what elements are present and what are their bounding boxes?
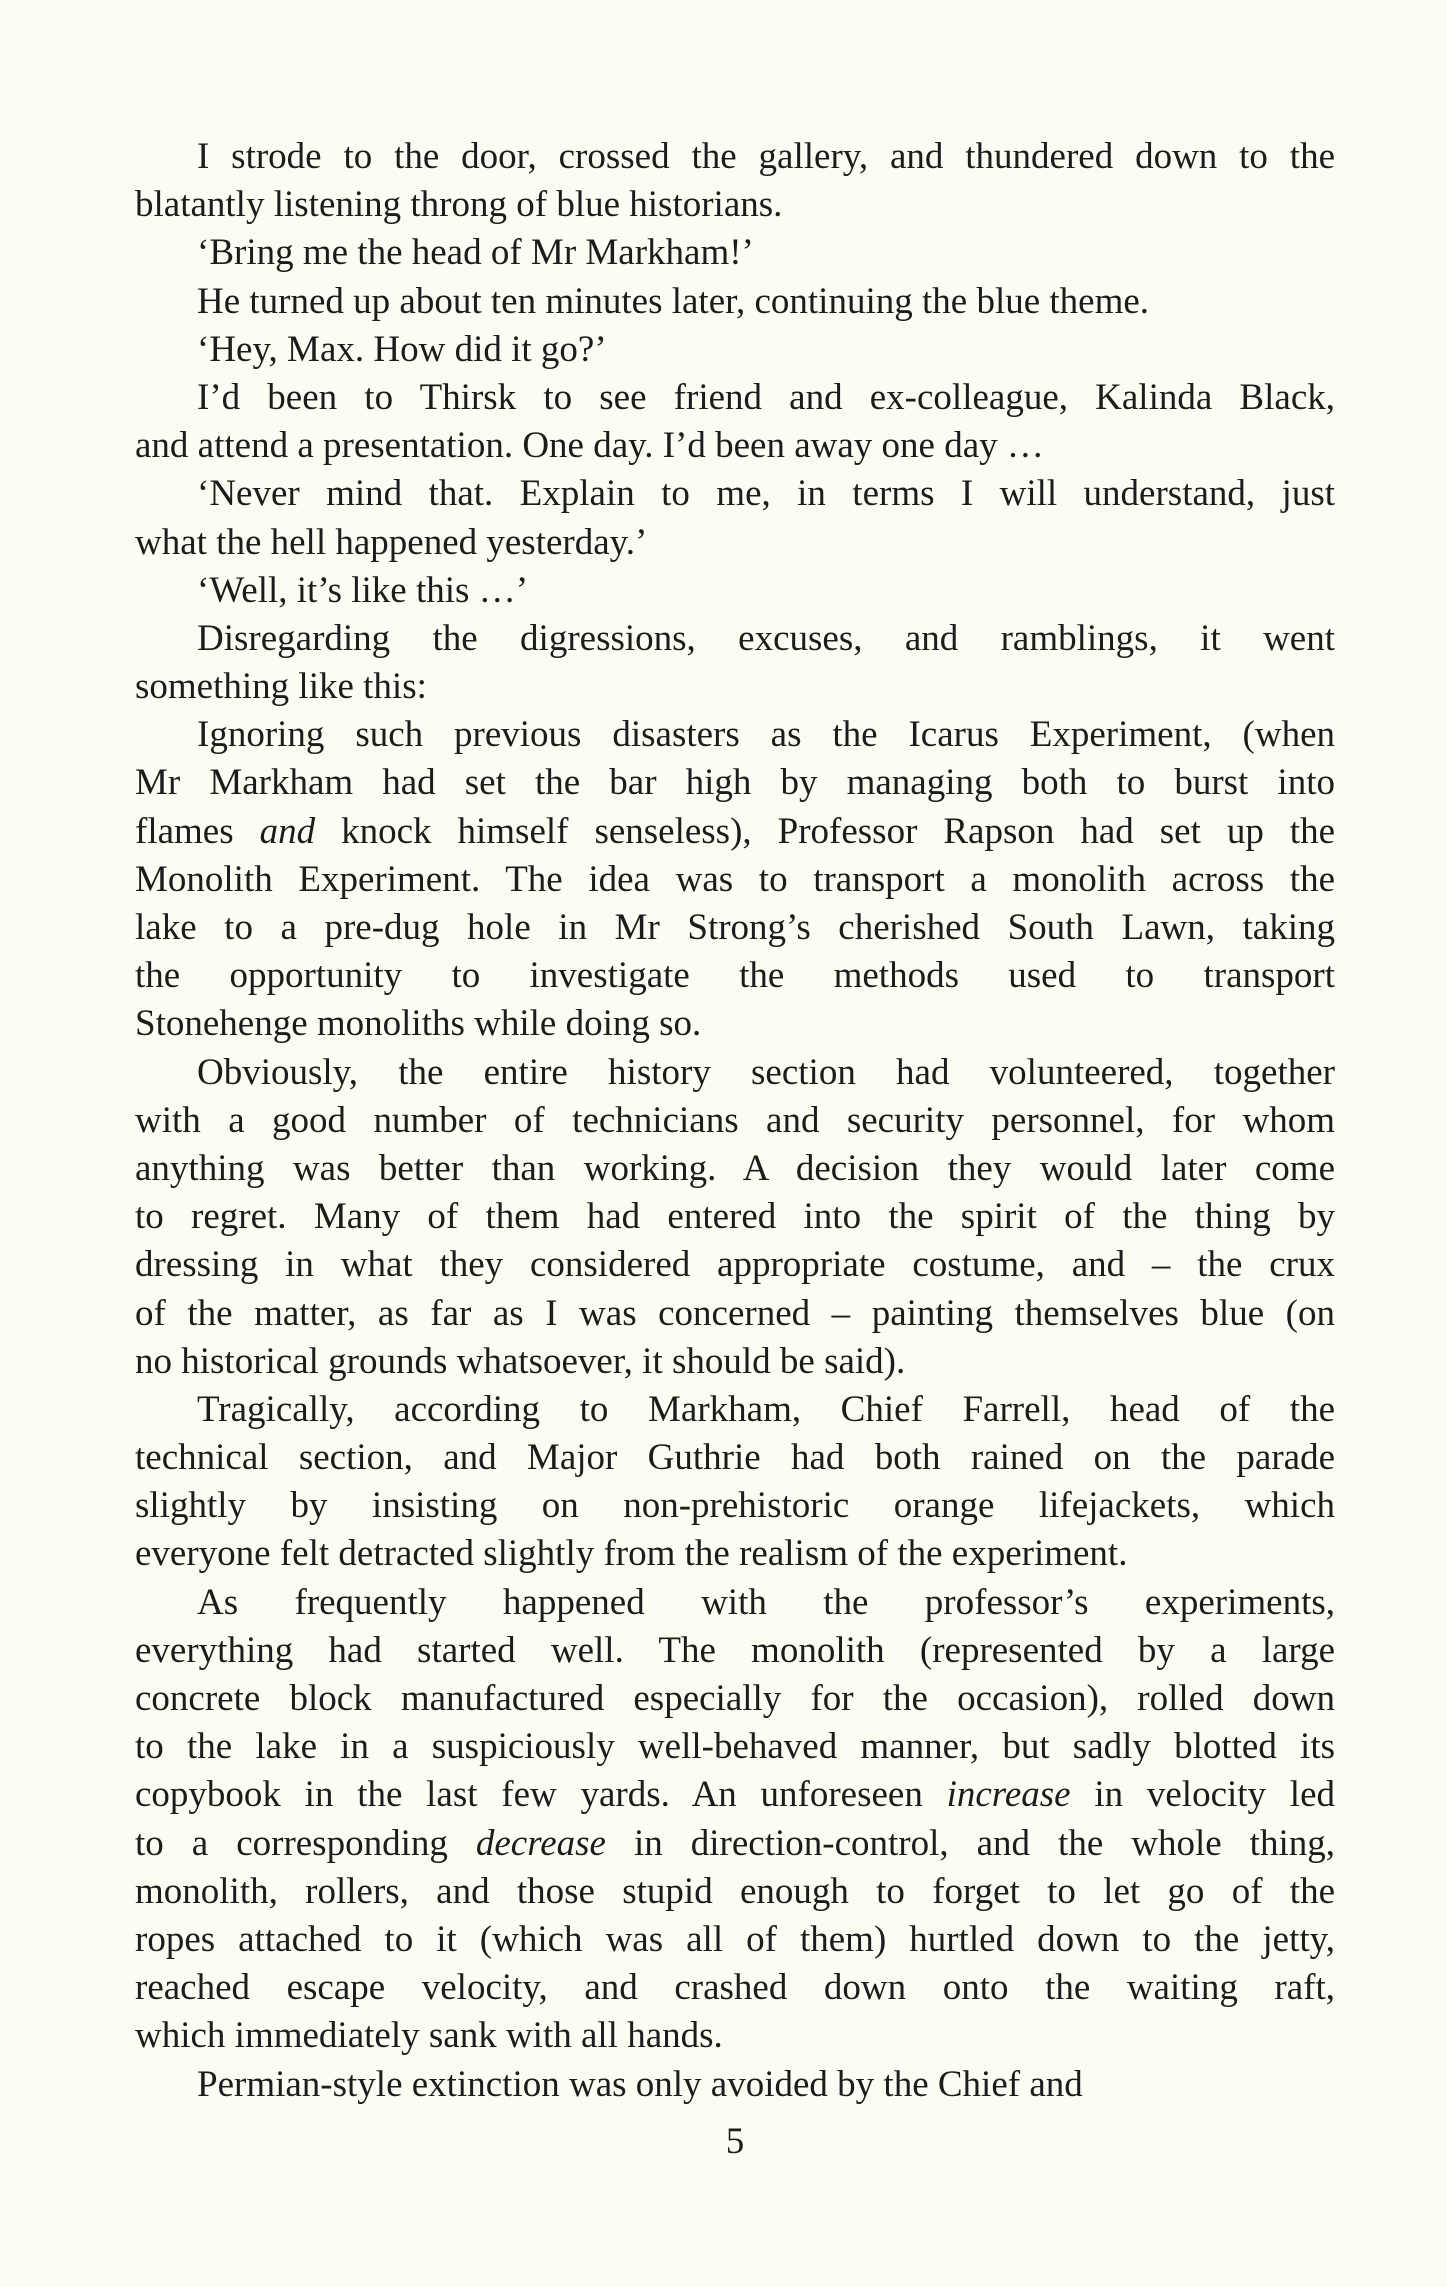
text-segment: to a corresponding: [135, 1822, 476, 1864]
text-line: [135, 615, 1335, 663]
text-line: [135, 1723, 1335, 1771]
text-segment: and attend a presentation. One day. I’d been away one day …: [135, 425, 1044, 467]
text-line: [135, 952, 1335, 1000]
text-line: [135, 663, 1335, 711]
text-segment: knock himself senseless), Professor Rapson had set up the: [315, 810, 1336, 852]
text-segment: in direction-control, and the whole thing,: [605, 1822, 1335, 1864]
text-segment: of the matter, as far as I was concerned – painting themselves blue (on: [135, 1292, 1335, 1334]
text-segment: with a good number of technicians and security personnel, for whom: [135, 1099, 1335, 1141]
text-line: [135, 1338, 1335, 1386]
body-text: [135, 133, 1335, 2109]
italic-text: decrease: [475, 1822, 606, 1864]
text-line: [135, 1868, 1335, 1916]
text-segment: I strode to the door, crossed the gallery, and thundered down to the: [197, 136, 1335, 177]
text-segment: ‘Bring me the head of Mr Markham!’: [197, 232, 754, 274]
text-segment: Disregarding the digressions, excuses, and ramblings, it went: [197, 617, 1335, 659]
text-segment: He turned up about ten minutes later, continuing the blue theme.: [197, 280, 1150, 322]
text-segment: slightly by insisting on non-prehistoric orange lifejackets, which: [135, 1485, 1335, 1527]
text-line: [135, 1579, 1335, 1627]
text-segment: the opportunity to investigate the methods used to transport: [135, 955, 1335, 997]
text-segment: which immediately sank with all hands.: [135, 2015, 723, 2057]
text-segment: lake to a pre-dug hole in Mr Strong’s cherished South Lawn, taking: [135, 907, 1335, 948]
text-line: [135, 181, 1335, 229]
text-line: [135, 1916, 1335, 1964]
text-segment: concrete block manufactured especially for the occasion), rolled down: [135, 1678, 1335, 1719]
text-segment: Stonehenge monoliths while doing so.: [135, 1003, 702, 1045]
text-segment: ‘Well, it’s like this …’: [197, 569, 529, 611]
text-segment: to regret. Many of them had entered into the spirit of the thing by: [135, 1196, 1335, 1238]
text-line: [135, 470, 1335, 518]
text-line: [135, 1290, 1335, 1338]
text-line: [135, 2012, 1335, 2060]
text-line: [135, 808, 1335, 856]
text-line: [135, 1530, 1335, 1578]
text-segment: ‘Never mind that. Explain to me, in terms I will understand, just: [197, 473, 1335, 515]
text-segment: everyone felt detracted slightly from the realism of the experiment.: [135, 1533, 1128, 1575]
text-line: [135, 567, 1335, 615]
text-line: [135, 278, 1335, 326]
text-segment: technical section, and Major Guthrie had both rained on the parade: [135, 1437, 1335, 1479]
text-segment: Permian-style extinction was only avoided by the Chief and: [197, 2063, 1083, 2105]
text-line: [135, 856, 1335, 904]
text-segment: Obviously, the entire history section had volunteered, together: [197, 1051, 1335, 1093]
text-line: [135, 1097, 1335, 1145]
text-line: [135, 1386, 1335, 1434]
text-segment: to the lake in a suspiciously well-behaved manner, but sadly blotted its: [135, 1726, 1335, 1768]
text-segment: monolith, rollers, and those stupid enough to forget to let go of the: [135, 1870, 1335, 1912]
italic-text: and: [259, 810, 316, 852]
text-segment: blatantly listening throng of blue historians.: [135, 184, 783, 226]
text-line: [135, 2061, 1335, 2109]
text-line: [135, 133, 1335, 181]
text-line: [135, 1820, 1335, 1868]
text-line: [135, 1049, 1335, 1097]
text-line: [135, 229, 1335, 277]
text-line: [135, 1771, 1335, 1819]
text-segment: Tragically, according to Markham, Chief Farrell, head of the: [197, 1388, 1335, 1430]
text-segment: ropes attached to it (which was all of them) hurtled down to the jetty,: [135, 1918, 1335, 1960]
text-line: [135, 1193, 1335, 1241]
text-segment: Monolith Experiment. The idea was to transport a monolith across the: [135, 858, 1335, 900]
text-segment: As frequently happened with the professor’s experiments,: [197, 1581, 1335, 1623]
text-line: [135, 904, 1335, 952]
text-line: [135, 422, 1335, 470]
text-segment: I’d been to Thirsk to see friend and ex-colleague, Kalinda Black,: [197, 376, 1335, 418]
text-segment: reached escape velocity, and crashed down onto the waiting raft,: [135, 1967, 1335, 2009]
text-line: [135, 759, 1335, 807]
text-segment: what the hell happened yesterday.’: [135, 521, 648, 563]
text-line: [135, 1627, 1335, 1675]
text-segment: no historical grounds whatsoever, it should be said).: [135, 1340, 906, 1382]
text-segment: copybook in the last few yards. An unforeseen: [135, 1774, 947, 1816]
text-line: [135, 711, 1335, 759]
text-line: [135, 1000, 1335, 1048]
text-segment: dressing in what they considered appropriate costume, and – the crux: [135, 1244, 1335, 1286]
text-segment: Ignoring such previous disasters as the Icarus Experiment, (when: [197, 714, 1335, 756]
text-segment: ‘Hey, Max. How did it go?’: [197, 328, 607, 370]
text-segment: something like this:: [135, 666, 427, 708]
text-line: [135, 1145, 1335, 1193]
text-line: [135, 519, 1335, 567]
text-line: [135, 326, 1335, 374]
text-line: [135, 1434, 1335, 1482]
text-line: [135, 1241, 1335, 1289]
italic-text: increase: [946, 1774, 1071, 1816]
text-line: [135, 1675, 1335, 1723]
text-line: [135, 374, 1335, 422]
text-segment: flames: [135, 810, 260, 852]
text-line: [135, 1964, 1335, 2012]
text-segment: in velocity led: [1070, 1774, 1335, 1816]
text-segment: everything had started well. The monolith (represented by a large: [135, 1629, 1335, 1671]
text-segment: anything was better than working. A decision they would later come: [135, 1147, 1335, 1189]
text-segment: Mr Markham had set the bar high by managing both to burst into: [135, 762, 1335, 804]
page-number: 5: [725, 2121, 745, 2162]
text-line: [135, 1482, 1335, 1530]
